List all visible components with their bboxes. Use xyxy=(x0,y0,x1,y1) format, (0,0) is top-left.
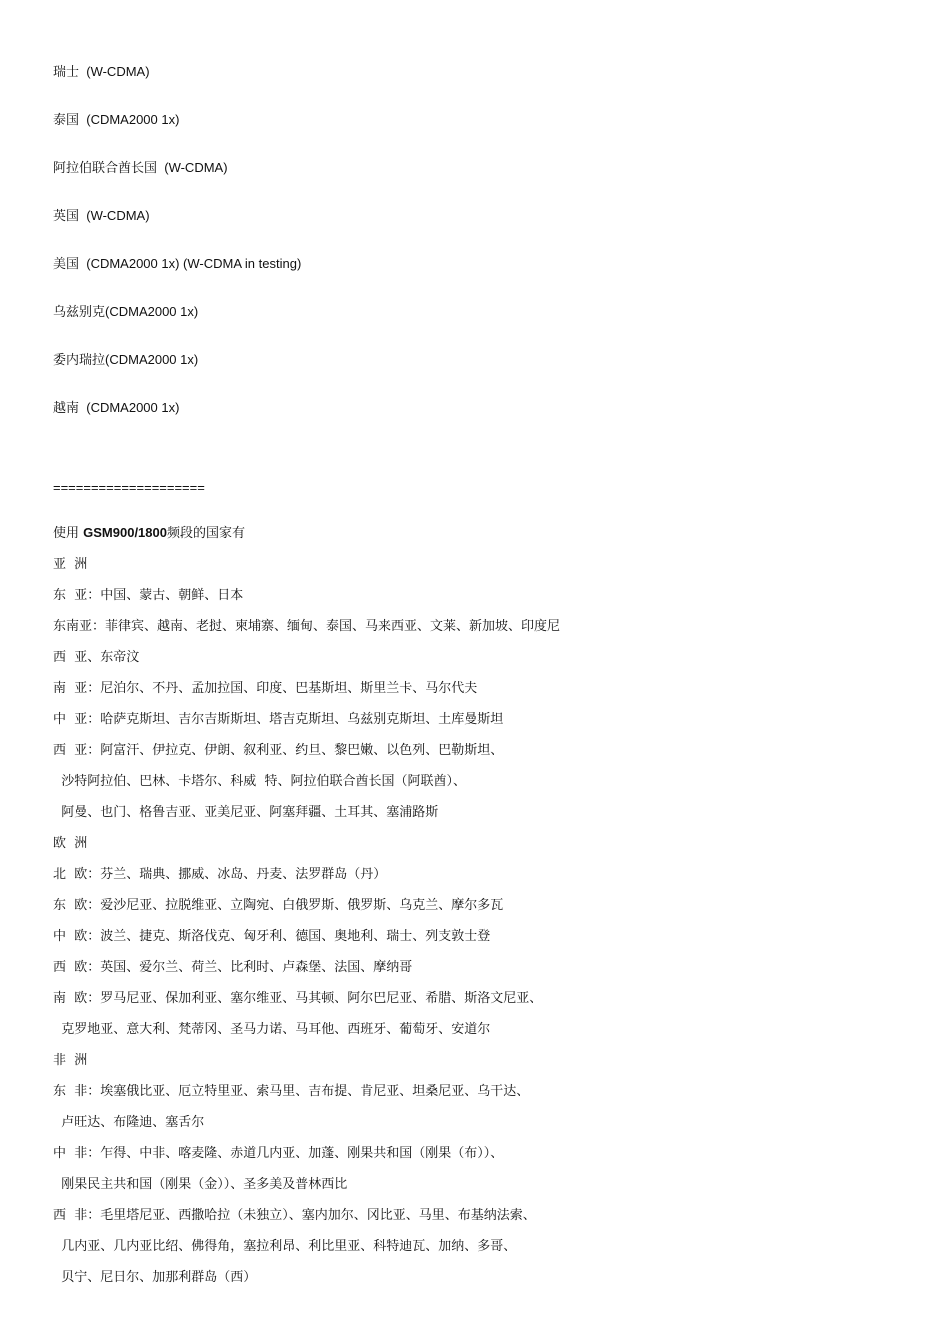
list-item: 克罗地亚、意大利、梵蒂冈、圣马力诺、马耳他、西班牙、葡萄牙、安道尔 xyxy=(53,1022,491,1037)
gsm-country-list xyxy=(53,555,560,1299)
country-name: 英国 xyxy=(53,209,80,224)
list-item: 非 洲 xyxy=(53,1053,88,1068)
list-item: 欧 洲 xyxy=(53,836,88,851)
country-name: 泰国 xyxy=(53,113,80,128)
network-types: (CDMA2000 1x) xyxy=(79,112,180,127)
list-item: 南 亚：尼泊尔、不丹、孟加拉国、印度、巴基斯坦、斯里兰卡、马尔代夫 xyxy=(53,681,478,696)
network-types: (CDMA2000 1x) xyxy=(79,400,180,415)
gsm-section-heading xyxy=(53,524,245,543)
list-item: 刚果民主共和国（刚果（金））、圣多美及普林西比 xyxy=(53,1177,348,1192)
network-types: (W-CDMA) xyxy=(79,208,150,223)
list-item: 南 欧：罗马尼亚、保加利亚、塞尔维亚、马其顿、阿尔巴尼亚、希腊、斯洛文尼亚、 xyxy=(53,991,543,1006)
list-item: 贝宁、尼日尔、加那利群岛（西） xyxy=(53,1270,257,1285)
list-item: 西 亚：阿富汗、伊拉克、伊朗、叙利亚、约旦、黎巴嫩、以色列、巴勒斯坦、 xyxy=(53,743,504,758)
cdma-line-vietnam xyxy=(53,399,179,418)
country-name: 委内瑞拉 xyxy=(53,353,106,368)
list-item: 阿曼、也门、格鲁吉亚、亚美尼亚、阿塞拜疆、土耳其、塞浦路斯 xyxy=(53,805,439,820)
cdma-line-uzbekistan xyxy=(53,303,198,322)
cdma-line-venezuela xyxy=(53,351,198,370)
list-item: 西 非：毛里塔尼亚、西撒哈拉（未独立）、塞内加尔、冈比亚、马里、布基纳法索、 xyxy=(53,1208,536,1223)
network-types: (CDMA2000 1x) xyxy=(105,352,199,367)
country-name: 瑞士 xyxy=(53,65,80,80)
list-item: 中 非：乍得、中非、喀麦隆、赤道几内亚、加蓬、刚果共和国（刚果（布））、 xyxy=(53,1146,504,1161)
country-name: 越南 xyxy=(53,401,80,416)
heading-band: GSM900/1800 xyxy=(83,525,167,540)
country-name: 阿拉伯联合酋长国 xyxy=(53,161,158,176)
list-item: 中 亚：哈萨克斯坦、吉尔吉斯斯坦、塔吉克斯坦、乌兹别克斯坦、土库曼斯坦 xyxy=(53,712,504,727)
list-item: 东 非：埃塞俄比亚、厄立特里亚、索马里、吉布提、肯尼亚、坦桑尼亚、乌干达、 xyxy=(53,1084,530,1099)
network-types: (CDMA2000 1x) xyxy=(105,304,199,319)
heading-prefix: 使用 xyxy=(53,526,84,541)
network-types: (CDMA2000 1x) (W-CDMA in testing) xyxy=(79,256,302,271)
list-item: 东 亚：中国、蒙古、朝鲜、日本 xyxy=(53,588,244,603)
list-item: 中 欧：波兰、捷克、斯洛伐克、匈牙利、德国、奥地利、瑞士、列支敦士登 xyxy=(53,929,491,944)
list-item: 东 欧：爱沙尼亚、拉脱维亚、立陶宛、白俄罗斯、俄罗斯、乌克兰、摩尔多瓦 xyxy=(53,898,504,913)
cdma-line-switzerland xyxy=(53,63,150,82)
list-item: 西 亚、东帝汶 xyxy=(53,650,140,665)
cdma-line-uk xyxy=(53,207,150,226)
list-item: 亚 洲 xyxy=(53,557,88,572)
list-item: 东南亚：菲律宾、越南、老挝、柬埔寨、缅甸、泰国、马来西亚、文莱、新加坡、印度尼 xyxy=(53,619,561,634)
network-types: (W-CDMA) xyxy=(157,160,228,175)
section-separator: ==================== xyxy=(53,480,205,495)
cdma-line-usa xyxy=(53,255,301,274)
network-types: (W-CDMA) xyxy=(79,64,150,79)
country-name: 乌兹别克 xyxy=(53,305,106,320)
cdma-line-thailand xyxy=(53,111,179,130)
list-item: 卢旺达、布隆迪、塞舌尔 xyxy=(53,1115,205,1130)
list-item: 北 欧：芬兰、瑞典、挪威、冰岛、丹麦、法罗群岛（丹） xyxy=(53,867,387,882)
heading-suffix: 频段的国家有 xyxy=(166,526,245,541)
list-item: 西 欧：英国、爱尔兰、荷兰、比利时、卢森堡、法国、摩纳哥 xyxy=(53,960,413,975)
country-name: 美国 xyxy=(53,257,80,272)
list-item: 几内亚、几内亚比绍、佛得角，塞拉利昂、利比里亚、科特迪瓦、加纳、多哥、 xyxy=(53,1239,517,1254)
cdma-line-uae xyxy=(53,159,228,178)
list-item: 沙特阿拉伯、巴林、卡塔尔、科威 特、阿拉伯联合酋长国（阿联酋）、 xyxy=(53,774,467,789)
